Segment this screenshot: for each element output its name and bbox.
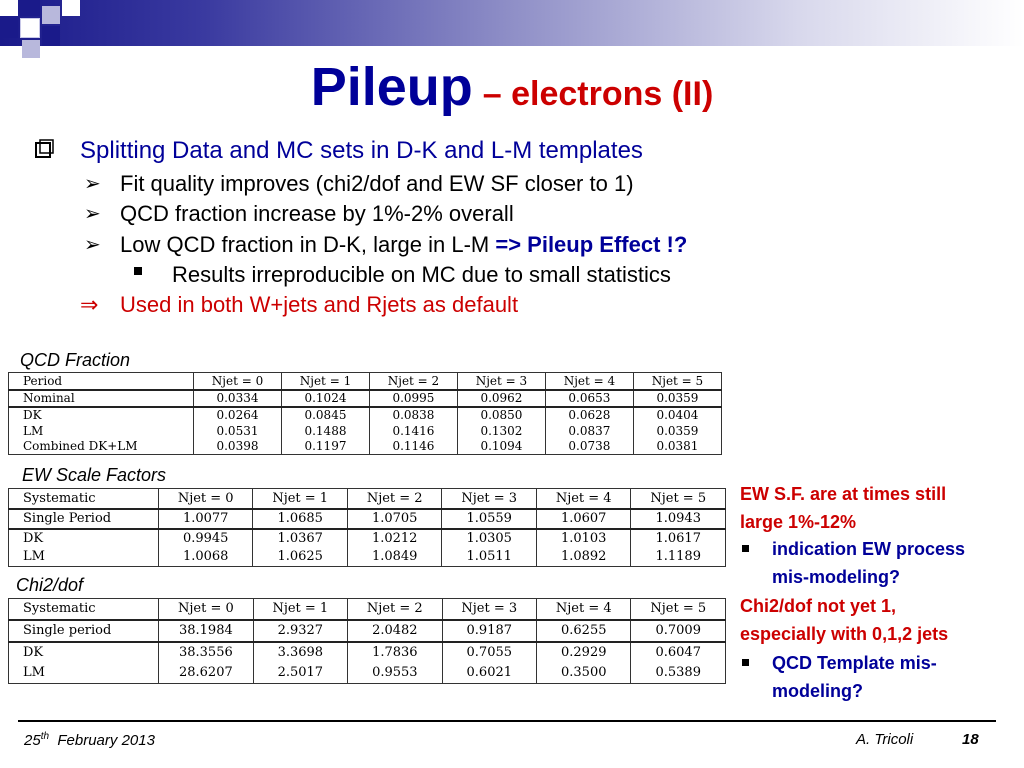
chi2-note-line2: especially with 0,1,2 jets bbox=[740, 624, 949, 644]
table-header-cell: Njet = 4 bbox=[545, 373, 633, 390]
arrow-bullet-icon: ➢ bbox=[84, 203, 101, 225]
table-cell: 0.6255 bbox=[537, 620, 631, 642]
table-header-cell: Njet = 5 bbox=[633, 373, 721, 390]
table-cell: 1.0559 bbox=[442, 509, 537, 529]
table-row bbox=[9, 407, 722, 423]
table-cell: 0.0628 bbox=[545, 407, 633, 423]
table-header-cell: Njet = 0 bbox=[194, 373, 282, 390]
ew-note-line2: large 1%-12% bbox=[740, 512, 857, 532]
title-subtitle: – electrons (II) bbox=[482, 75, 714, 113]
table-cell: LM bbox=[23, 665, 45, 681]
square-bullet-icon bbox=[742, 659, 749, 666]
table-cell: 3.3698 bbox=[253, 642, 347, 663]
table-cell: 0.0398 bbox=[194, 439, 282, 455]
footer-divider bbox=[18, 720, 996, 722]
table-cell: 0.9945 bbox=[158, 529, 253, 548]
ew-note-line1: EW S.F. are at times still bbox=[740, 484, 947, 504]
table-cell: 0.1024 bbox=[281, 390, 369, 407]
table-header-cell: Njet = 5 bbox=[631, 599, 726, 620]
table-header-cell: Njet = 3 bbox=[442, 489, 537, 509]
table-cell: 28.6207 bbox=[159, 663, 253, 684]
bullet-level1: Splitting Data and MC sets in D-K and L-M templates bbox=[80, 137, 643, 164]
bullet-low-qcd-text: Low QCD fraction in D-K, large in L-M bbox=[120, 232, 496, 257]
table-row bbox=[9, 642, 726, 663]
chi2-table-caption: Chi2/dof bbox=[16, 575, 84, 595]
table-cell: 0.1416 bbox=[369, 423, 457, 439]
square-bullet-icon bbox=[742, 545, 749, 552]
table-cell: 1.0625 bbox=[253, 548, 348, 567]
table-header-row bbox=[9, 489, 726, 509]
chi2-sub-note-line1: QCD Template mis- bbox=[772, 653, 937, 673]
table-cell: 0.0334 bbox=[194, 390, 282, 407]
table-cell: 0.5389 bbox=[631, 663, 726, 684]
table-cell: 0.1146 bbox=[369, 439, 457, 455]
table-cell: 0.0962 bbox=[457, 390, 545, 407]
pileup-effect-emphasis: => Pileup Effect !? bbox=[495, 232, 688, 257]
table-cell: 0.0850 bbox=[457, 407, 545, 423]
title-main: Pileup bbox=[310, 57, 473, 117]
bullet-irreproducible: Results irreproducible on MC due to small statistics bbox=[172, 262, 671, 287]
table-cell: 1.7836 bbox=[348, 642, 442, 663]
footer-date bbox=[24, 731, 155, 749]
table-cell: 0.9553 bbox=[348, 663, 442, 684]
chi2-dof-table bbox=[8, 598, 726, 684]
arrow-bullet-icon: ➢ bbox=[84, 234, 101, 256]
footer-month-year: February 2013 bbox=[57, 732, 155, 749]
table-cell: 0.0837 bbox=[545, 423, 633, 439]
table-cell: 1.0077 bbox=[158, 509, 253, 529]
square-bullet-icon bbox=[134, 267, 142, 275]
table-cell: Nominal bbox=[9, 390, 194, 407]
table-header-cell: Njet = 1 bbox=[281, 373, 369, 390]
table-header-cell: Njet = 1 bbox=[253, 489, 348, 509]
chi2-sub-note-line2: modeling? bbox=[772, 681, 863, 701]
table-cell: 0.1302 bbox=[457, 423, 545, 439]
table-header-cell: Njet = 2 bbox=[347, 489, 442, 509]
table-row bbox=[9, 548, 726, 567]
table-header-cell: Njet = 0 bbox=[159, 599, 253, 620]
table-cell: 0.0359 bbox=[633, 423, 721, 439]
table-cell: 1.0849 bbox=[347, 548, 442, 567]
qcd-table-caption: QCD Fraction bbox=[20, 350, 131, 370]
table-cell: 0.0359 bbox=[633, 390, 721, 407]
table-cell: Single Period bbox=[9, 509, 159, 529]
table-header-cell: Njet = 4 bbox=[537, 599, 631, 620]
slide-number: 18 bbox=[962, 731, 979, 748]
table-cell: 1.0685 bbox=[253, 509, 348, 529]
table-header-cell: Njet = 3 bbox=[442, 599, 536, 620]
table-header-cell: Njet = 0 bbox=[158, 489, 253, 509]
table-row bbox=[9, 620, 726, 642]
ew-scale-factors-table bbox=[8, 488, 726, 567]
table-header-cell: Period bbox=[9, 373, 194, 390]
table-cell: 0.3500 bbox=[537, 663, 631, 684]
table-cell: 1.0212 bbox=[347, 529, 442, 548]
ew-note bbox=[740, 480, 946, 536]
table-cell: 0.0738 bbox=[545, 439, 633, 455]
checkbox-bullet-icon bbox=[34, 139, 54, 159]
table-cell: 1.0305 bbox=[442, 529, 537, 548]
table-cell: 0.2929 bbox=[537, 642, 631, 663]
table-cell: 1.1189 bbox=[631, 548, 726, 567]
slide-title bbox=[0, 56, 1024, 118]
bullet-used-default: Used in both W+jets and Rjets as default bbox=[120, 292, 519, 317]
chi2-note-line1: Chi2/dof not yet 1, bbox=[740, 596, 897, 616]
table-cell: 0.0995 bbox=[369, 390, 457, 407]
table-cell: 0.0531 bbox=[194, 423, 282, 439]
table-cell: 1.0617 bbox=[631, 529, 726, 548]
table-cell: 2.0482 bbox=[348, 620, 442, 642]
table-cell: 1.0607 bbox=[536, 509, 631, 529]
footer-author: A. Tricoli bbox=[856, 731, 914, 748]
table-cell: 0.0653 bbox=[545, 390, 633, 407]
bullet-low-qcd bbox=[120, 232, 687, 258]
table-cell: LM bbox=[23, 549, 45, 565]
table-cell: DK bbox=[23, 408, 42, 422]
table-header-cell: Systematic bbox=[9, 599, 159, 620]
table-cell: 2.9327 bbox=[253, 620, 347, 642]
table-cell: 0.0845 bbox=[281, 407, 369, 423]
table-cell: 1.0103 bbox=[536, 529, 631, 548]
table-cell: Single period bbox=[9, 620, 159, 642]
table-cell: 0.0264 bbox=[194, 407, 282, 423]
table-header-cell: Systematic bbox=[9, 489, 159, 509]
table-cell: 0.6047 bbox=[631, 642, 726, 663]
table-cell: 1.0943 bbox=[631, 509, 726, 529]
table-cell: DK bbox=[23, 645, 44, 660]
table-header-cell: Njet = 2 bbox=[369, 373, 457, 390]
table-cell: 0.0404 bbox=[633, 407, 721, 423]
table-header-row bbox=[9, 373, 722, 390]
table-cell: 1.0068 bbox=[158, 548, 253, 567]
table-cell: 0.1488 bbox=[281, 423, 369, 439]
ew-sub-note-line2: mis-modeling? bbox=[772, 567, 901, 587]
table-cell: 0.7055 bbox=[442, 642, 536, 663]
table-row bbox=[9, 529, 726, 548]
table-cell: 0.1094 bbox=[457, 439, 545, 455]
table-header-row bbox=[9, 599, 726, 620]
table-cell: 38.3556 bbox=[159, 642, 253, 663]
table-row bbox=[9, 509, 726, 529]
table-header-cell: Njet = 4 bbox=[536, 489, 631, 509]
table-cell: 0.9187 bbox=[442, 620, 536, 642]
table-cell: LM bbox=[23, 423, 44, 438]
ew-table-caption: EW Scale Factors bbox=[22, 465, 167, 485]
bullet-fit-quality: Fit quality improves (chi2/dof and EW SF closer to 1) bbox=[120, 171, 634, 196]
chi2-note bbox=[740, 592, 948, 648]
table-cell: 38.1984 bbox=[159, 620, 253, 642]
table-header-cell: Njet = 5 bbox=[631, 489, 726, 509]
table-cell: 1.0367 bbox=[253, 529, 348, 548]
qcd-fraction-table bbox=[8, 372, 722, 455]
arrow-bullet-icon: ➢ bbox=[84, 173, 101, 195]
table-cell: Combined DK+LM bbox=[23, 439, 138, 454]
table-cell: 0.0838 bbox=[369, 407, 457, 423]
header-gradient-bar bbox=[0, 0, 1024, 46]
table-row bbox=[9, 439, 722, 455]
ew-sub-note bbox=[772, 535, 965, 591]
table-cell: 0.7009 bbox=[631, 620, 726, 642]
table-cell: 1.0511 bbox=[442, 548, 537, 567]
table-row bbox=[9, 423, 722, 439]
table-cell: DK bbox=[23, 531, 44, 546]
table-header-cell: Njet = 1 bbox=[253, 599, 347, 620]
chi2-sub-note bbox=[772, 649, 937, 705]
table-row bbox=[9, 663, 726, 684]
table-cell: 0.6021 bbox=[442, 663, 536, 684]
bullet-qcd-increase: QCD fraction increase by 1%-2% overall bbox=[120, 201, 514, 226]
table-cell: 1.0705 bbox=[347, 509, 442, 529]
table-cell: 0.0381 bbox=[633, 439, 721, 455]
table-cell: 1.0892 bbox=[536, 548, 631, 567]
footer-day: 25 bbox=[24, 732, 41, 749]
table-header-cell: Njet = 2 bbox=[348, 599, 442, 620]
implies-arrow-icon: ⇒ bbox=[80, 292, 99, 317]
table-cell: 0.1197 bbox=[281, 439, 369, 455]
table-cell: 2.5017 bbox=[253, 663, 347, 684]
table-row bbox=[9, 390, 722, 407]
footer-day-suffix: th bbox=[40, 731, 50, 742]
ew-sub-note-line1: indication EW process bbox=[772, 539, 966, 559]
table-header-cell: Njet = 3 bbox=[457, 373, 545, 390]
